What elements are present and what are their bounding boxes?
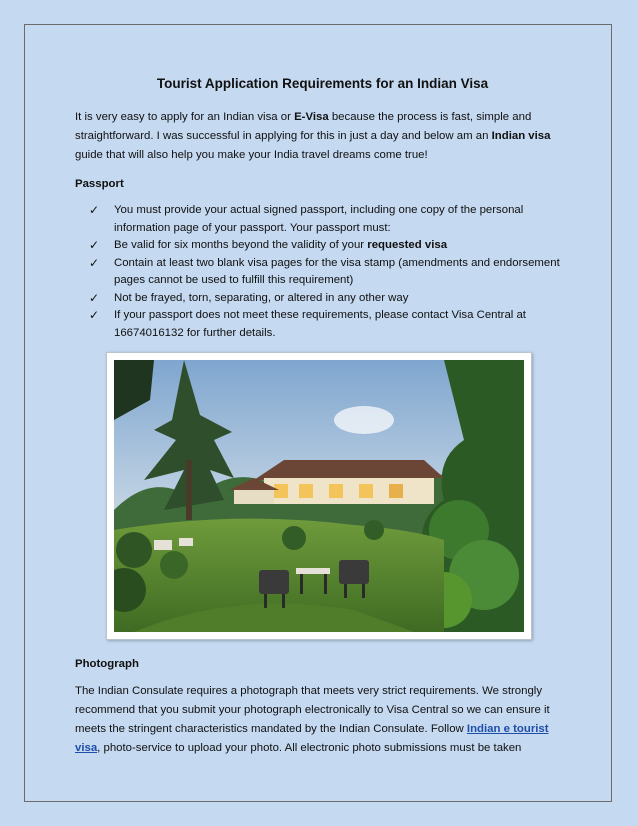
list-item (89, 290, 570, 308)
list-item-text: If your passport does not meet these requirements, please contact Visa Central at 16674016132 for further details. (114, 309, 526, 339)
resort-photo (106, 352, 532, 640)
list-item-text: Contain at least two blank visa pages for the visa stamp (amendments and endorsement pages cannot be used to fulfill this requirement) (114, 256, 560, 286)
photograph-text: The Indian Consulate requires a photograph that meets very strict requirements. We strongly recommend that you submit your photograph electronically to Visa Central so we can ensure it meets the stringent characteristics mandated by the Indian Consulate. Follow (75, 685, 550, 735)
list-item (89, 202, 570, 237)
intro-text-3: guide that will also help you make your India travel dreams come true! (75, 149, 428, 161)
passport-requirements-list (75, 202, 570, 342)
photograph-text-rest: , photo-service to upload your photo. All electronic photo submissions must be taken (97, 742, 522, 754)
photograph-heading: Photograph (75, 658, 139, 670)
photograph-section (75, 655, 570, 758)
passport-heading: Passport (75, 178, 124, 190)
intro-paragraph (75, 108, 570, 165)
list-item (89, 307, 570, 342)
checkmark-icon: ✓ (89, 308, 100, 322)
photograph-paragraph (75, 682, 570, 758)
list-item-text: Be valid for six months beyond the validity of your (114, 239, 368, 251)
list-item (89, 237, 570, 255)
checkmark-icon: ✓ (89, 203, 100, 217)
document-body (75, 74, 570, 342)
intro-text-2: because the process is fast, simple and straightforward. I was successful in applying for this in just a day and below am an (75, 111, 532, 142)
requested-visa-term: requested visa (367, 239, 448, 251)
list-item (89, 255, 570, 290)
checkmark-icon: ✓ (89, 255, 100, 270)
list-item-text: Not be frayed, torn, separating, or altered in any other way (114, 291, 409, 304)
indian-visa-term: Indian visa (491, 130, 551, 142)
checkmark-icon: ✓ (89, 238, 100, 252)
checkmark-icon: ✓ (89, 290, 100, 305)
document-title: Tourist Application Requirements for an Indian Visa (156, 76, 489, 91)
indian-e-tourist-visa-link[interactable]: Indian e tourist visa (75, 723, 549, 754)
resort-garden-illustration (114, 360, 524, 632)
evisa-term: E-Visa (294, 111, 329, 123)
intro-text-1: It is very easy to apply for an Indian visa or (75, 111, 295, 123)
list-item-text: You must provide your actual signed passport, including one copy of the personal information page of your passport. Your passport must: (114, 204, 524, 234)
